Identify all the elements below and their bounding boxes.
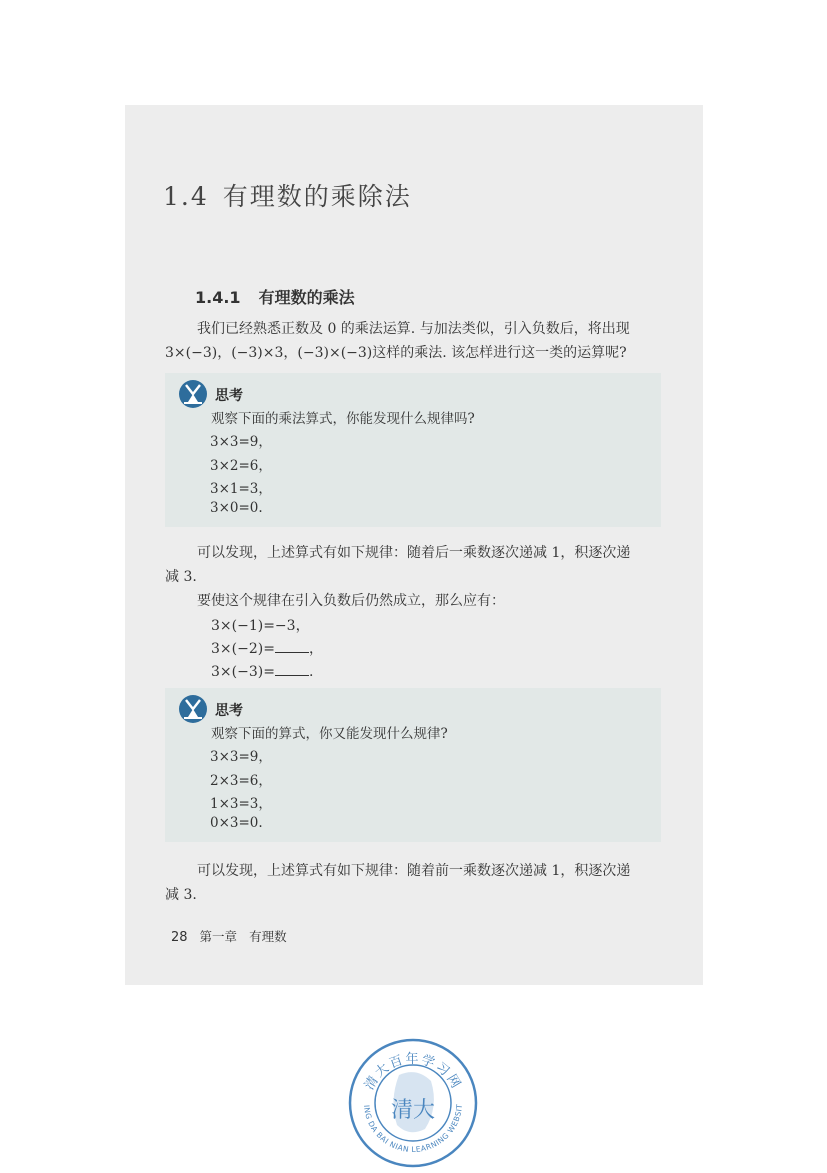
intro-line-2: 3×(−3)，(−3)×3，(−3)×(−3)这样的乘法. 该怎样进行这一类的运算呢? xyxy=(165,345,627,361)
equation: 2×3=6， xyxy=(210,773,272,789)
page-footer xyxy=(171,927,287,945)
section-title-text: 有理数的乘法 xyxy=(258,288,355,307)
equation: 3×2=6， xyxy=(210,458,272,474)
chapter-title-text: 有理数的乘除法 xyxy=(222,182,412,211)
answer-blank[interactable] xyxy=(275,639,309,653)
seal-top-text: 清大百年学习网 xyxy=(362,1052,464,1093)
think-question: 观察下面的算式，你又能发现什么规律? xyxy=(211,726,448,742)
footer-chapter-title: 有理数 xyxy=(249,929,287,944)
seal-center-glyphs: 清大 xyxy=(390,1098,436,1123)
think-box-1 xyxy=(165,373,661,527)
fill-in-3 xyxy=(211,660,313,684)
chapter-title xyxy=(163,177,412,213)
think-label: 思考 xyxy=(215,703,243,719)
seal-bottom-text: ING DA BAI NIAN LEARNING WEBSIT xyxy=(362,1103,465,1155)
fill-expr: 3×(−2)= xyxy=(211,641,275,657)
equation: 0×3=0. xyxy=(210,815,263,831)
section-title xyxy=(195,285,355,308)
footer-chapter: 第一章 xyxy=(199,929,238,944)
para2-line-1: 可以发现，上述算式有如下规律：随着后一乘数逐次递减 1，积逐次递 xyxy=(197,545,631,561)
equation: 3×1=3， xyxy=(210,481,272,497)
fill-tail: ， xyxy=(308,641,323,657)
fill-expr: 3×(−1)=−3， xyxy=(211,618,310,634)
fill-expr: 3×(−3)= xyxy=(211,664,275,680)
think-question: 观察下面的乘法算式，你能发现什么规律吗? xyxy=(211,411,475,427)
fill-in-1 xyxy=(211,614,310,638)
think-label: 思考 xyxy=(215,388,243,404)
equation: 3×3=9， xyxy=(210,434,272,450)
para3-line-1: 可以发现，上述算式有如下规律：随着前一乘数逐次递减 1，积逐次递 xyxy=(197,863,631,879)
think-icon xyxy=(179,695,207,723)
textbook-page xyxy=(125,105,703,985)
equation: 1×3=3， xyxy=(210,796,272,812)
intro-line-1: 我们已经熟悉正数及 0 的乘法运算. 与加法类似，引入负数后，将出现 xyxy=(197,321,630,337)
fill-in-2 xyxy=(211,637,323,661)
fill-tail: . xyxy=(308,664,314,680)
answer-blank[interactable] xyxy=(275,662,309,676)
think-icon xyxy=(179,380,207,408)
equation: 3×0=0. xyxy=(210,500,263,516)
page-number: 28 xyxy=(171,930,188,945)
para2-line-2: 减 3. xyxy=(165,569,197,585)
watermark-seal xyxy=(347,1037,479,1169)
chapter-number: 1.4 xyxy=(163,182,209,211)
think-box-2 xyxy=(165,688,661,842)
para2-line-3: 要使这个规律在引入负数后仍然成立，那么应有： xyxy=(197,593,505,609)
equation: 3×3=9， xyxy=(210,749,272,765)
section-number: 1.4.1 xyxy=(195,288,241,307)
para3-line-2: 减 3. xyxy=(165,887,197,903)
